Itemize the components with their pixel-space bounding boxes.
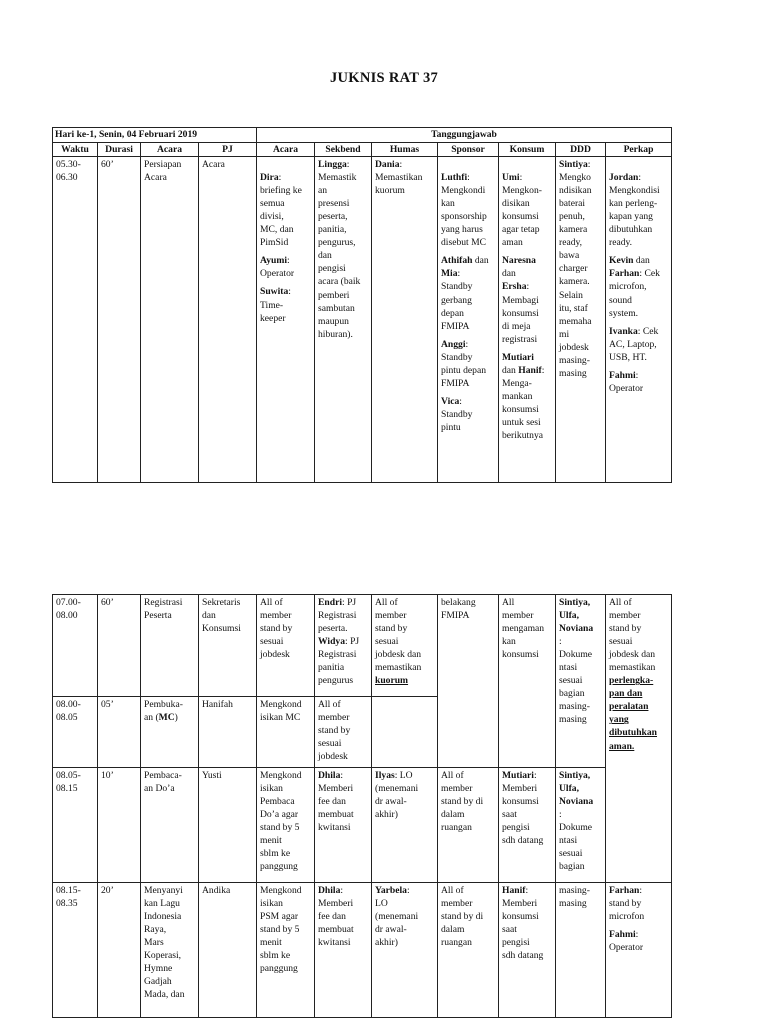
- col-header-acara: Acara: [141, 143, 199, 157]
- cell-pj: Hanifah: [199, 697, 257, 768]
- col-header-perkap: Perkap: [606, 143, 672, 157]
- col-header-sponsor: Sponsor: [438, 143, 499, 157]
- cell-acara: Menyanyi kan Lagu Indonesia Raya, Mars Koperasi, Hymne Gadjah Mada, dan: [141, 883, 199, 1018]
- col-header-humas: Humas: [372, 143, 438, 157]
- col-header-ddd: DDD: [556, 143, 606, 157]
- cell-pj: Yusti: [199, 768, 257, 883]
- cell-sponsor: All of member stand by di dalam ruangan: [438, 883, 499, 1018]
- cell-humas: Yarbela: LO (menemani dr awal- akhir): [372, 883, 438, 1018]
- cell-durasi: 10’: [98, 768, 141, 883]
- col-header-div-acara: Acara: [257, 143, 315, 157]
- cell-ddd: masing- masing: [556, 883, 606, 1018]
- schedule-table-day1: [52, 127, 672, 483]
- cell-humas: [372, 697, 438, 768]
- cell-div-acara: Mengkond isikan PSM agar stand by 5 menit sblm ke panggung: [257, 883, 315, 1018]
- cell-sekbend: Endri: PJ Registrasi peserta. Widya: PJ Registrasi panitia pengurus: [315, 595, 372, 697]
- cell-sekbend: Dhila: Memberi fee dan membuat kwitansi: [315, 768, 372, 883]
- table-row: [53, 883, 672, 1018]
- cell-acara: Pembaca- an Do’a: [141, 768, 199, 883]
- col-header-pj: PJ: [199, 143, 257, 157]
- col-header-konsum: Konsum: [499, 143, 556, 157]
- cell-pj: Sekretaris dan Konsumsi: [199, 595, 257, 697]
- cell-konsum: All member mengaman kan konsumsi: [499, 595, 556, 768]
- cell-div-acara: Mengkond isikan MC: [257, 697, 315, 768]
- cell-pj: Andika: [199, 883, 257, 1018]
- cell-sponsor: belakang FMIPA: [438, 595, 499, 768]
- cell-durasi: 05’: [98, 697, 141, 768]
- responsibility-header: Tanggungjawab: [257, 128, 672, 143]
- cell-perkap: Farhan: stand by microfon Fahmi: Operator: [606, 883, 672, 1018]
- table-row: [53, 768, 672, 883]
- cell-acara: Pembuka- an (MC): [141, 697, 199, 768]
- cell-ddd: Sintiya, Ulfa, Noviana : Dokume ntasi sesuai bagian masing- masing: [556, 595, 606, 768]
- cell-konsum: Mutiari: Memberi konsumsi saat pengisi sdh datang: [499, 768, 556, 883]
- cell-durasi: 20’: [98, 883, 141, 1018]
- table-row: [53, 595, 672, 697]
- cell-perkap: All of member stand by sesuai jobdesk dan memastikan perlengka- pan dan peralatan yang dibutuhkan aman.: [606, 595, 672, 883]
- cell-sponsor: Luthfi: Mengkondi kan sponsorship yang harus disebut MC Athifah dan Mia: Standby gerbang depan FMIPA Anggi: Standby pintu depan FMIPA Vica: Standby pintu: [438, 157, 499, 483]
- cell-waktu: 07.00- 08.00: [53, 595, 98, 697]
- cell-acara: Registrasi Peserta: [141, 595, 199, 697]
- cell-div-acara: All of member stand by sesuai jobdesk: [257, 595, 315, 697]
- cell-konsum: Hanif: Memberi konsumsi saat pengisi sdh datang: [499, 883, 556, 1018]
- cell-sekbend: Lingga: Memastik an presensi peserta, panitia, pengurus, dan pengisi acara (baik pemberi sambutan maupun hiburan).: [315, 157, 372, 483]
- cell-waktu: 08.15- 08.35: [53, 883, 98, 1018]
- table-row: [53, 157, 672, 483]
- cell-div-acara: Mengkond isikan Pembaca Do’a agar stand by 5 menit sblm ke panggung: [257, 768, 315, 883]
- cell-div-acara: Dira: briefing ke semua divisi, MC, dan PimSid Ayumi: Operator Suwita: Time- keeper: [257, 157, 315, 483]
- cell-pj: Acara: [199, 157, 257, 483]
- cell-ddd: Sintiya, Ulfa, Noviana : Dokume ntasi sesuai bagian: [556, 768, 606, 883]
- cell-humas: Dania: Memastikan kuorum: [372, 157, 438, 483]
- cell-konsum: Umi: Mengkon- disikan konsumsi agar tetap aman Naresna dan Ersha: Membagi konsumsi di meja registrasi Mutiari dan Hanif: Menga- mankan konsumsi untuk sesi berikutnya: [499, 157, 556, 483]
- cell-sekbend: All of member stand by sesuai jobdesk: [315, 697, 372, 768]
- col-header-waktu: Waktu: [53, 143, 98, 157]
- cell-acara: Persiapan Acara: [141, 157, 199, 483]
- cell-humas: All of member stand by sesuai jobdesk dan memastikan kuorum: [372, 595, 438, 697]
- cell-perkap: Jordan: Mengkondisi kan perleng- kapan yang dibutuhkan ready. Kevin dan Farhan: Cek microfon, sound system. Ivanka: Cek AC, Laptop, USB, HT. Fahmi: Operator: [606, 157, 672, 483]
- col-header-sekbend: Sekbend: [315, 143, 372, 157]
- cell-durasi: 60’: [98, 595, 141, 697]
- schedule-table-continued: [52, 594, 672, 1018]
- cell-waktu: 05.30- 06.30: [53, 157, 98, 483]
- cell-sponsor: All of member stand by di dalam ruangan: [438, 768, 499, 883]
- document-title: JUKNIS RAT 37: [329, 70, 439, 86]
- col-header-durasi: Durasi: [98, 143, 141, 157]
- cell-waktu: 08.05- 08.15: [53, 768, 98, 883]
- day-header: Hari ke-1, Senin, 04 Februari 2019: [53, 128, 257, 143]
- cell-waktu: 08.00- 08.05: [53, 697, 98, 768]
- cell-durasi: 60’: [98, 157, 141, 483]
- cell-ddd: Sintiya: Mengko ndisikan baterai penuh, kamera ready, bawa charger kamera. Selain itu, staf memaha mi jobdesk masing- masing: [556, 157, 606, 483]
- cell-sekbend: Dhila: Memberi fee dan membuat kwitansi: [315, 883, 372, 1018]
- cell-humas: Ilyas: LO (menemani dr awal- akhir): [372, 768, 438, 883]
